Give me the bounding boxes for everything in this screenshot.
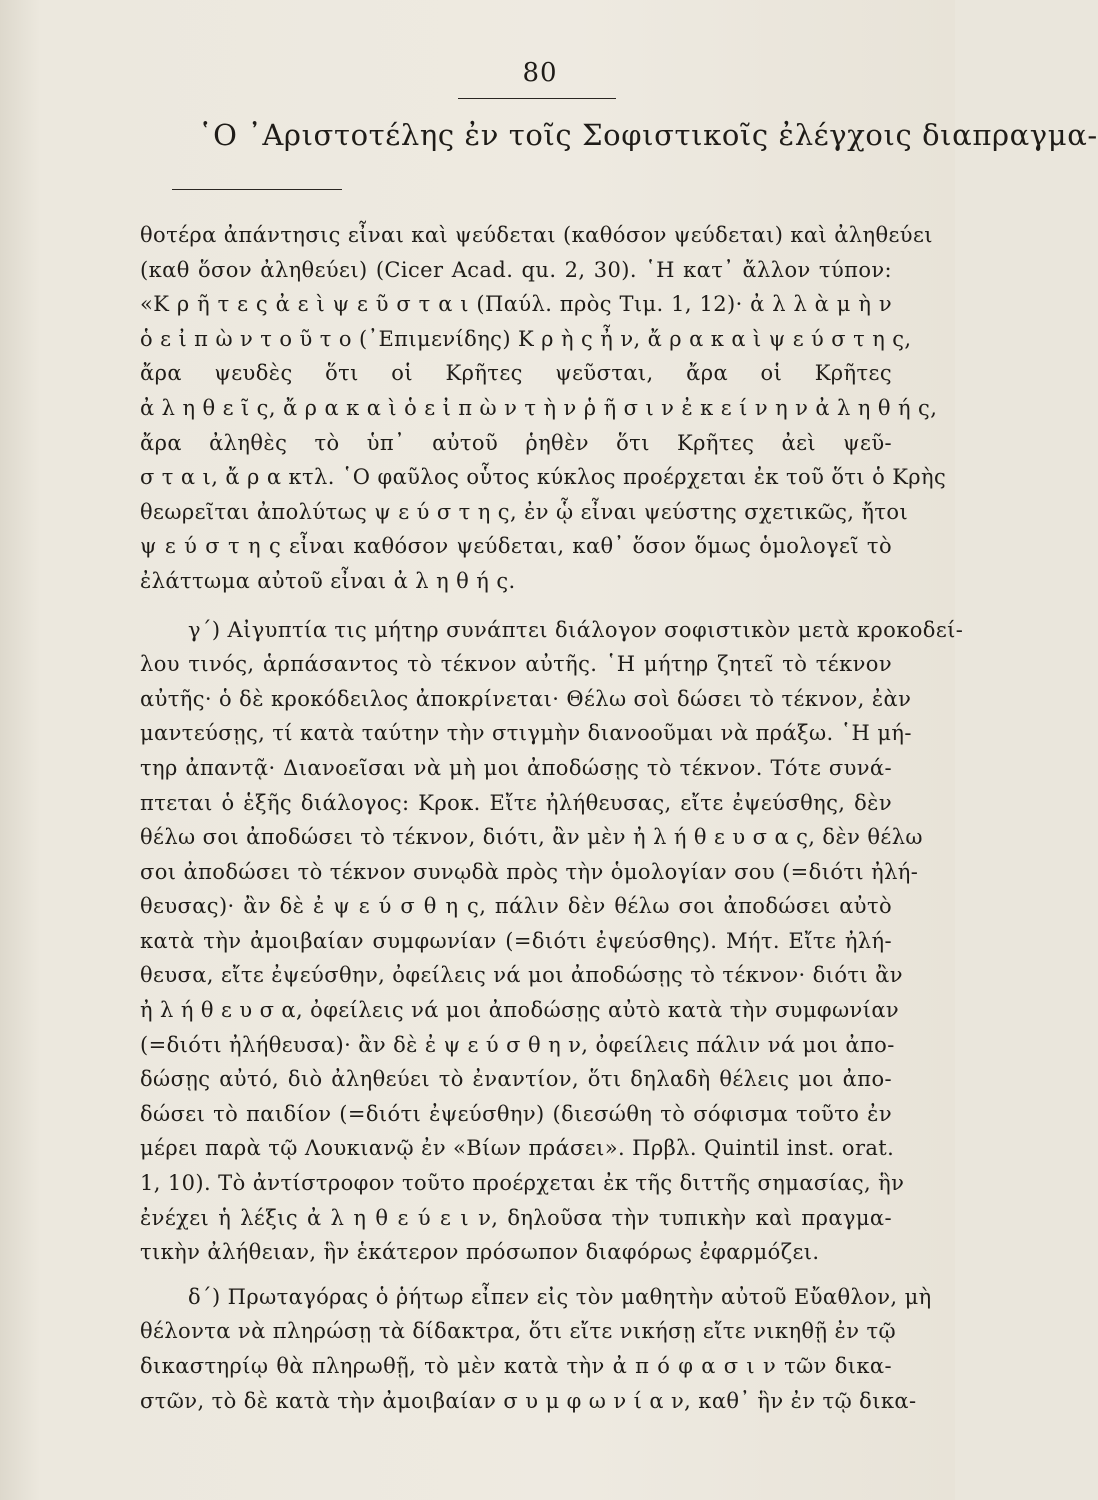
text-line: λου τινός, ἁρπάσαντος τὸ τέκνον αὐτῆς. ῾Η μήτηρ ζητεῖ τὸ τέκνον [140,652,892,677]
text-line: θοτέρα ἀπάντησις εἶναι καὶ ψεύδεται (καθόσον ψεύδεται) καὶ ἀληθεύει [140,223,933,247]
text-line: κατὰ τὴν ἀμοιβαίαν συμφωνίαν (=διότι ἐψεύσθης). Μήτ. Εἴτε ἠλή- [140,928,892,953]
text-line: ἀ λ η θ ε ῖ ς, ἄ ρ α κ α ὶ ὁ ε ἰ π ὼ ν τ ὴ ν ῥ ῆ σ ι ν ἐ κ ε ί ν η ν ἀ λ η θ ή ς, [140,395,938,420]
text-line: στῶν, τὸ δὲ κατὰ τὴν ἀμοιβαίαν σ υ μ φ ω ν ί α ν, καθ᾿ ἣν ἐν τῷ δικα- [140,1388,917,1413]
text-line: (καθ ὅσον ἀληθεύει) (Cicer Acad. qu. 2, 30). ῾Η κατ᾿ ἄλλον τύπον: [140,257,892,282]
page-number: 80 [522,58,558,88]
text-line: ὁ ε ἰ π ὼ ν τ ο ῦ τ ο (᾿Επιμενίδης) Κ ρ ὴ ς ἦ ν, ἄ ρ α κ α ὶ ψ ε ύ σ τ η ς, [140,326,912,351]
text-line: ἄρα ψευδὲς ὅτι οἱ Κρῆτες ψεῦσται, ἄρα οἱ Κρῆτες [140,361,892,386]
paragraph-protagoras [140,1280,932,1418]
footnote-rule [172,189,342,190]
text-line: θευσα, εἴτε ἐψεύσθην, ὀφείλεις νά μοι ἀποδώσῃς τὸ τέκνον· διότι ἂν [140,963,903,988]
paragraph-liar-paradox [140,218,947,599]
text-line: θεωρεῖται ἀπολύτως ψ ε ύ σ τ η ς, ἐν ᾧ εἶναι ψεύστης σχετικῶς, ἤτοι [140,499,909,524]
text-line: ἠ λ ή θ ε υ σ α, ὀφείλεις νά μοι ἀποδώσῃς αὐτὸ κατὰ τὴν συμφωνίαν [140,998,900,1023]
text-line: (=διότι ἠλήθευσα)· ἂν δὲ ἐ ψ ε ύ σ θ η ν, ὀφείλεις πάλιν νά μοι ἀπο- [140,1032,895,1057]
text-line: ψ ε ύ σ τ η ς εἶναι καθόσον ψεύδεται, καθ᾿ ὅσον ὅμως ὁμολογεῖ τὸ [140,534,892,559]
text-line: 1, 10). Τὸ ἀντίστροφον τοῦτο προέρχεται ἐκ τῆς διττῆς σημασίας, ἣν [140,1171,905,1196]
header-rule [458,98,616,99]
text-line: γ΄) Αἰγυπτία τις μήτηρ συνάπτει διάλογον σοφιστικὸν μετὰ κροκοδεί- [188,617,964,642]
text-line: αὐτῆς· ὁ δὲ κροκόδειλος ἀποκρίνεται· Θέλω σοὶ δώσει τὸ τέκνον, ἐὰν [140,686,912,711]
text-line: μαντεύσῃς, τί κατὰ ταύτην τὴν στιγμὴν διανοοῦμαι νὰ πράξω. ῾Η μή- [140,721,912,746]
text-line: δ΄) Πρωταγόρας ὁ ῥήτωρ εἶπεν εἰς τὸν μαθητὴν αὐτοῦ Εὔαθλον, μὴ [188,1284,932,1309]
text-line: θέλοντα νὰ πληρώσῃ τὰ δίδακτρα, ὅτι εἴτε νικήσῃ εἴτε νικηθῇ ἐν τῷ [140,1319,896,1344]
text-line: «Κ ρ ῆ τ ε ς ἀ ε ὶ ψ ε ῦ σ τ α ι (Παύλ. πρὸς Τιμ. 1, 12)· ἀ λ λ ὰ μ ὴ ν [140,292,892,317]
text-line: τικὴν ἀλήθειαν, ἣν ἑκάτερον πρόσωπον διαφόρως ἐφαρμόζει. [140,1240,820,1265]
text-line: πτεται ὁ ἑξῆς διάλογος: Κροκ. Εἴτε ἠλήθευσας, εἴτε ἐψεύσθης, δὲν [140,790,892,815]
text-line: τηρ ἀπαντᾷ· Διανοεῖσαι νὰ μὴ μοι ἀποδώσῃς τὸ τέκνον. Τότε συνά- [140,755,892,780]
text-line: σοι ἀποδώσει τὸ τέκνον συνῳδὰ πρὸς τὴν ὁμολογίαν σου (=διότι ἠλή- [140,859,919,884]
footnote-heading-line: ῾Ο ᾿Αριστοτέλης ἐν τοῖς Σοφιστικοῖς ἐλέγχοις διαπραγμα- [198,118,1098,152]
text-line: ἄρα ἀληθὲς τὸ ὑπ᾿ αὐτοῦ ῥηθὲν ὅτι Κρῆτες ἀεὶ ψεῦ- [140,430,892,455]
text-line: δικαστηρίῳ θὰ πληρωθῇ, τὸ μὲν κατὰ τὴν ἀ π ό φ α σ ι ν τῶν δικα- [140,1354,892,1378]
text-line: σ τ α ι, ἄ ρ α κτλ. ῾Ο φαῦλος οὗτος κύκλος προέρχεται ἐκ τοῦ ὅτι ὁ Κρὴς [140,465,947,490]
text-line: ἐνέχει ἡ λέξις ἀ λ η θ ε ύ ε ι ν, δηλοῦσα τὴν τυπικὴν καὶ πραγμα- [140,1205,892,1230]
text-line: δώσει τὸ παιδίον (=διότι ἐψεύσθην) (διεσώθη τὸ σόφισμα τοῦτο ἐν [140,1101,892,1126]
paragraph-crocodile [140,613,964,1270]
text-line: θευσας)· ἂν δὲ ἐ ψ ε ύ σ θ η ς, πάλιν δὲν θέλω σοι ἀποδώσει αὐτὸ [140,894,892,919]
text-line: δώσῃς αὐτό, διὸ ἀληθεύει τὸ ἐναντίον, ὅτι δηλαδὴ θέλεις μοι ἀπο- [140,1067,892,1092]
page-body [140,218,964,1426]
text-line: μέρει παρὰ τῷ Λουκιανῷ ἐν «Βίων πράσει». Πρβλ. Quintil inst. orat. [140,1136,895,1161]
text-line: θέλω σοι ἀποδώσει τὸ τέκνον, διότι, ἂν μὲν ἠ λ ή θ ε υ σ α ς, δὲν θέλω [140,825,923,850]
text-line: ἐλάττωμα αὐτοῦ εἶναι ἀ λ η θ ή ς. [140,568,516,593]
